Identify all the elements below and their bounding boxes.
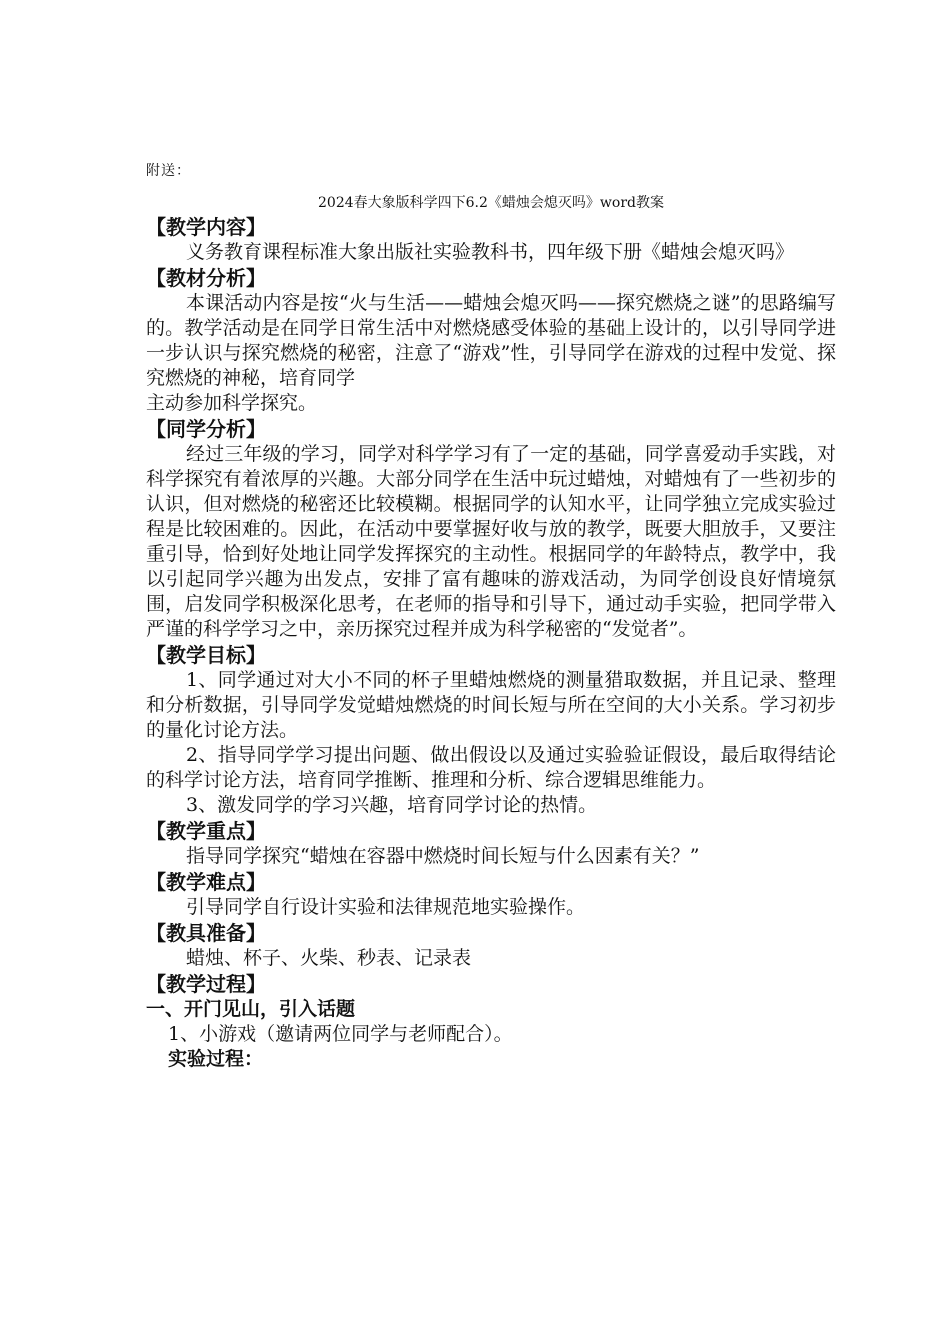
tools-paragraph: 蜡烛、杯子、火柴、秒表、记录表 <box>186 947 472 969</box>
section-heading-student: 【同学分析】 <box>146 417 266 441</box>
section-heading-difficulty: 【教学难点】 <box>146 870 266 894</box>
goal-item-3: 3、激发同学的学习兴趣，培育同学讨论的热情。 <box>186 794 598 816</box>
process-label: 实验过程： <box>168 1048 264 1070</box>
process-step-heading: 一、开门见山，引入话题 <box>146 998 356 1020</box>
section-heading-content: 【教学内容】 <box>146 215 266 239</box>
content-paragraph: 义务教育课程标准大象出版社实验教科书，四年级下册《蜡烛会熄灭吗》 <box>186 241 795 263</box>
document-body <box>146 214 836 1072</box>
goal-item-2: 2、指导同学学习提出问题、做出假设以及通过实验验证假设，最后取得结论的科学讨论方法，培育同学推断、推理和分析、综合逻辑思维能力。 <box>146 744 836 791</box>
difficulty-paragraph: 引导同学自行设计实验和法律规范地实验操作。 <box>186 896 586 918</box>
process-item: 1、小游戏（邀请两位同学与老师配合）。 <box>168 1023 513 1045</box>
addon-label: 附送： <box>146 163 191 179</box>
section-heading-key-point: 【教学重点】 <box>146 819 266 843</box>
section-heading-material: 【教材分析】 <box>146 266 266 290</box>
key-point-paragraph: 指导同学探究“蜡烛在容器中燃烧时间长短与什么因素有关？” <box>186 845 700 867</box>
material-paragraph-end: 主动参加科学探究。 <box>146 392 318 414</box>
student-paragraph: 经过三年级的学习，同学对科学学习有了一定的基础，同学喜爱动手实践，对科学探究有着浓厚的兴趣。大部分同学在生活中玩过蜡烛，对蜡烛有了一些初步的认识，但对燃烧的秘密还比较模糊。根据同学的认知水平，让同学独立完成实验过程是比较困难的。因此，在活动中要掌握好收与放的教学，既要大胆放手，又要注重引导，恰到好处地让同学发挥探究的主动性。根据同学的年龄特点，教学中，我以引起同学兴趣为出发点，安排了富有趣味的游戏活动，为同学创设良好情境氛围，启发同学积极深化思考，在老师的指导和引导下，通过动手实验，把同学带入严谨的科学学习之中，亲历探究过程并成为科学秘密的“发觉者”。 <box>146 443 836 640</box>
document-title: 2024春大象版科学四下6.2《蜡烛会熄灭吗》word教案 <box>318 195 664 211</box>
section-heading-goals: 【教学目标】 <box>146 643 266 667</box>
material-paragraph: 本课活动内容是按“火与生活——蜡烛会熄灭吗——探究燃烧之谜”的思路编写的。教学活动是在同学日常生活中对燃烧感受体验的基础上设计的，以引导同学进一步认识与探究燃烧的秘密，注意了“游戏”性，引导同学在游戏的过程中发觉、探究燃烧的神秘，培育同学 <box>146 292 836 389</box>
goal-item-1: 1、同学通过对大小不同的杯子里蜡烛燃烧的测量猎取数据，并且记录、整理和分析数据，引导同学发觉蜡烛燃烧的时间长短与所在空间的大小关系。学习初步的量化讨论方法。 <box>146 669 836 741</box>
section-heading-process: 【教学过程】 <box>146 972 266 996</box>
section-heading-tools: 【教具准备】 <box>146 921 266 945</box>
